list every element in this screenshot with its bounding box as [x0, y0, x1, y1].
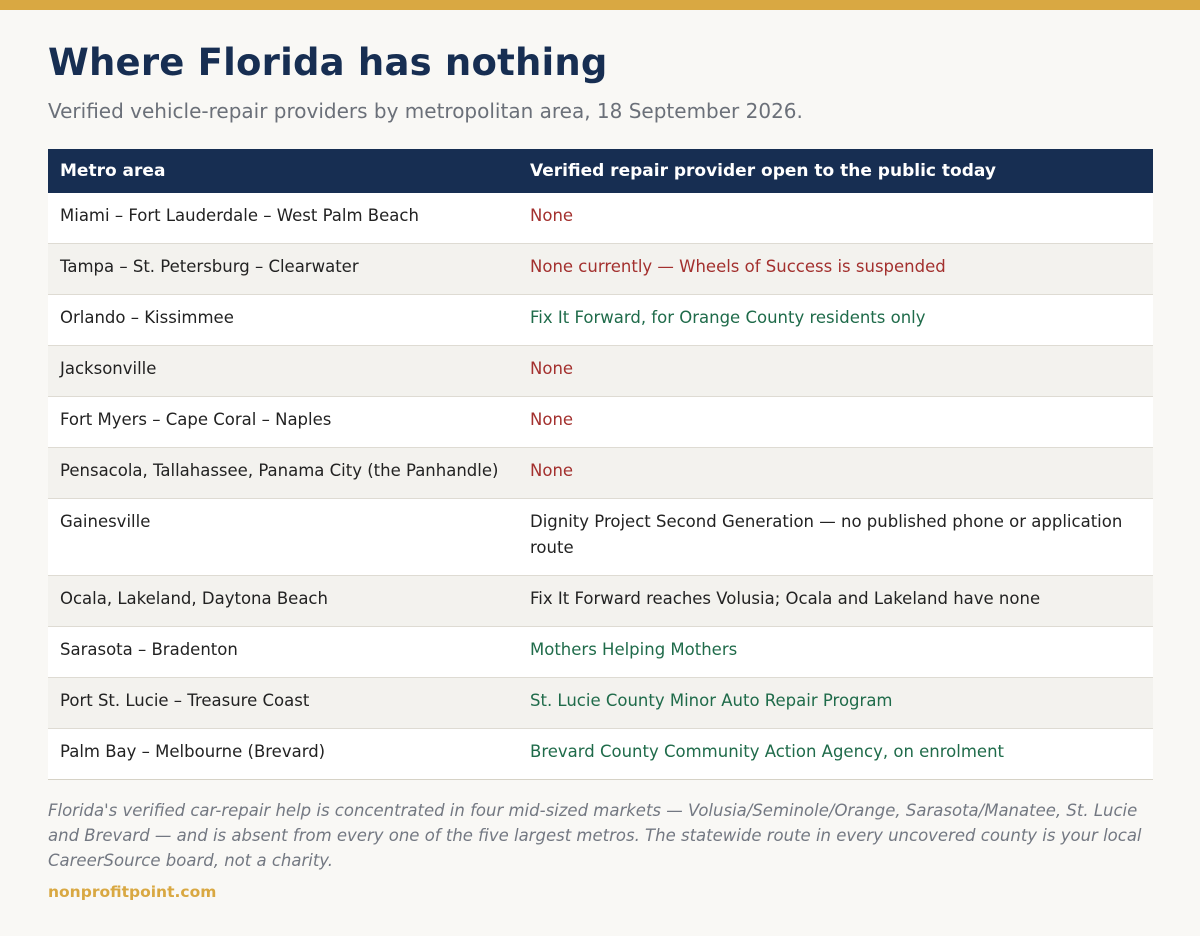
table-header-row: [48, 149, 1153, 193]
table-row: [48, 346, 1153, 397]
page-content: [0, 41, 1200, 902]
metro-area-cell: Tampa – St. Petersburg – Clearwater: [48, 244, 518, 295]
metro-area-cell: Miami – Fort Lauderdale – West Palm Beach: [60, 206, 419, 225]
metro-area-cell: Palm Bay – Melbourne (Brevard): [48, 729, 518, 780]
table-row: [48, 448, 1153, 499]
header-metro-area: Metro area: [60, 161, 166, 181]
table-row: [48, 193, 1153, 244]
table-row: [48, 295, 1153, 346]
metro-area-cell: Pensacola, Tallahassee, Panama City (the Panhandle): [48, 448, 518, 499]
provider-cell: None: [518, 346, 1153, 397]
header-provider: Verified repair provider open to the public today: [530, 161, 996, 181]
provider-cell: None: [518, 397, 1153, 448]
provider-cell: Mothers Helping Mothers: [518, 627, 1153, 678]
metro-area-cell: Ocala, Lakeland, Daytona Beach: [48, 576, 518, 627]
metro-area-cell: Jacksonville: [48, 346, 518, 397]
metro-area-cell: Sarasota – Bradenton: [48, 627, 518, 678]
footnote: Florida's verified car-repair help is concentrated in four mid-sized markets — Volusia/Seminole/Orange, Sarasota/Manatee, St. Lucie and Brevard — and is absent from every one of the five largest metros. The statewide route in every uncovered county is your local CareerSource board, not a charity.: [48, 801, 1142, 870]
table-row: [48, 499, 1153, 576]
metro-area-cell: Port St. Lucie – Treasure Coast: [48, 678, 518, 729]
table-row: [48, 576, 1153, 627]
table-row: [48, 397, 1153, 448]
table-row: [48, 729, 1153, 780]
provider-cell: None currently — Wheels of Success is suspended: [518, 244, 1153, 295]
provider-cell: Fix It Forward, for Orange County residents only: [518, 295, 1153, 346]
page-title: Where Florida has nothing: [48, 41, 608, 84]
table-row: [48, 244, 1153, 295]
top-accent-bar: [0, 0, 1200, 10]
metro-area-cell: Fort Myers – Cape Coral – Naples: [48, 397, 518, 448]
page-subtitle: Verified vehicle-repair providers by metropolitan area, 18 September 2026.: [48, 99, 803, 123]
table-row: [48, 678, 1153, 729]
provider-cell: None: [518, 448, 1153, 499]
providers-table: [48, 149, 1153, 780]
provider-cell: Brevard County Community Action Agency, on enrolment: [518, 729, 1153, 780]
provider-cell: Dignity Project Second Generation — no published phone or application route: [518, 499, 1153, 576]
provider-cell: None: [530, 206, 574, 225]
provider-cell: St. Lucie County Minor Auto Repair Program: [518, 678, 1153, 729]
table-row: [48, 627, 1153, 678]
provider-cell: Fix It Forward reaches Volusia; Ocala and Lakeland have none: [518, 576, 1153, 627]
metro-area-cell: Gainesville: [48, 499, 518, 576]
metro-area-cell: Orlando – Kissimmee: [48, 295, 518, 346]
source-credit: nonprofitpoint.com: [48, 883, 217, 901]
table-body: [48, 193, 1153, 780]
